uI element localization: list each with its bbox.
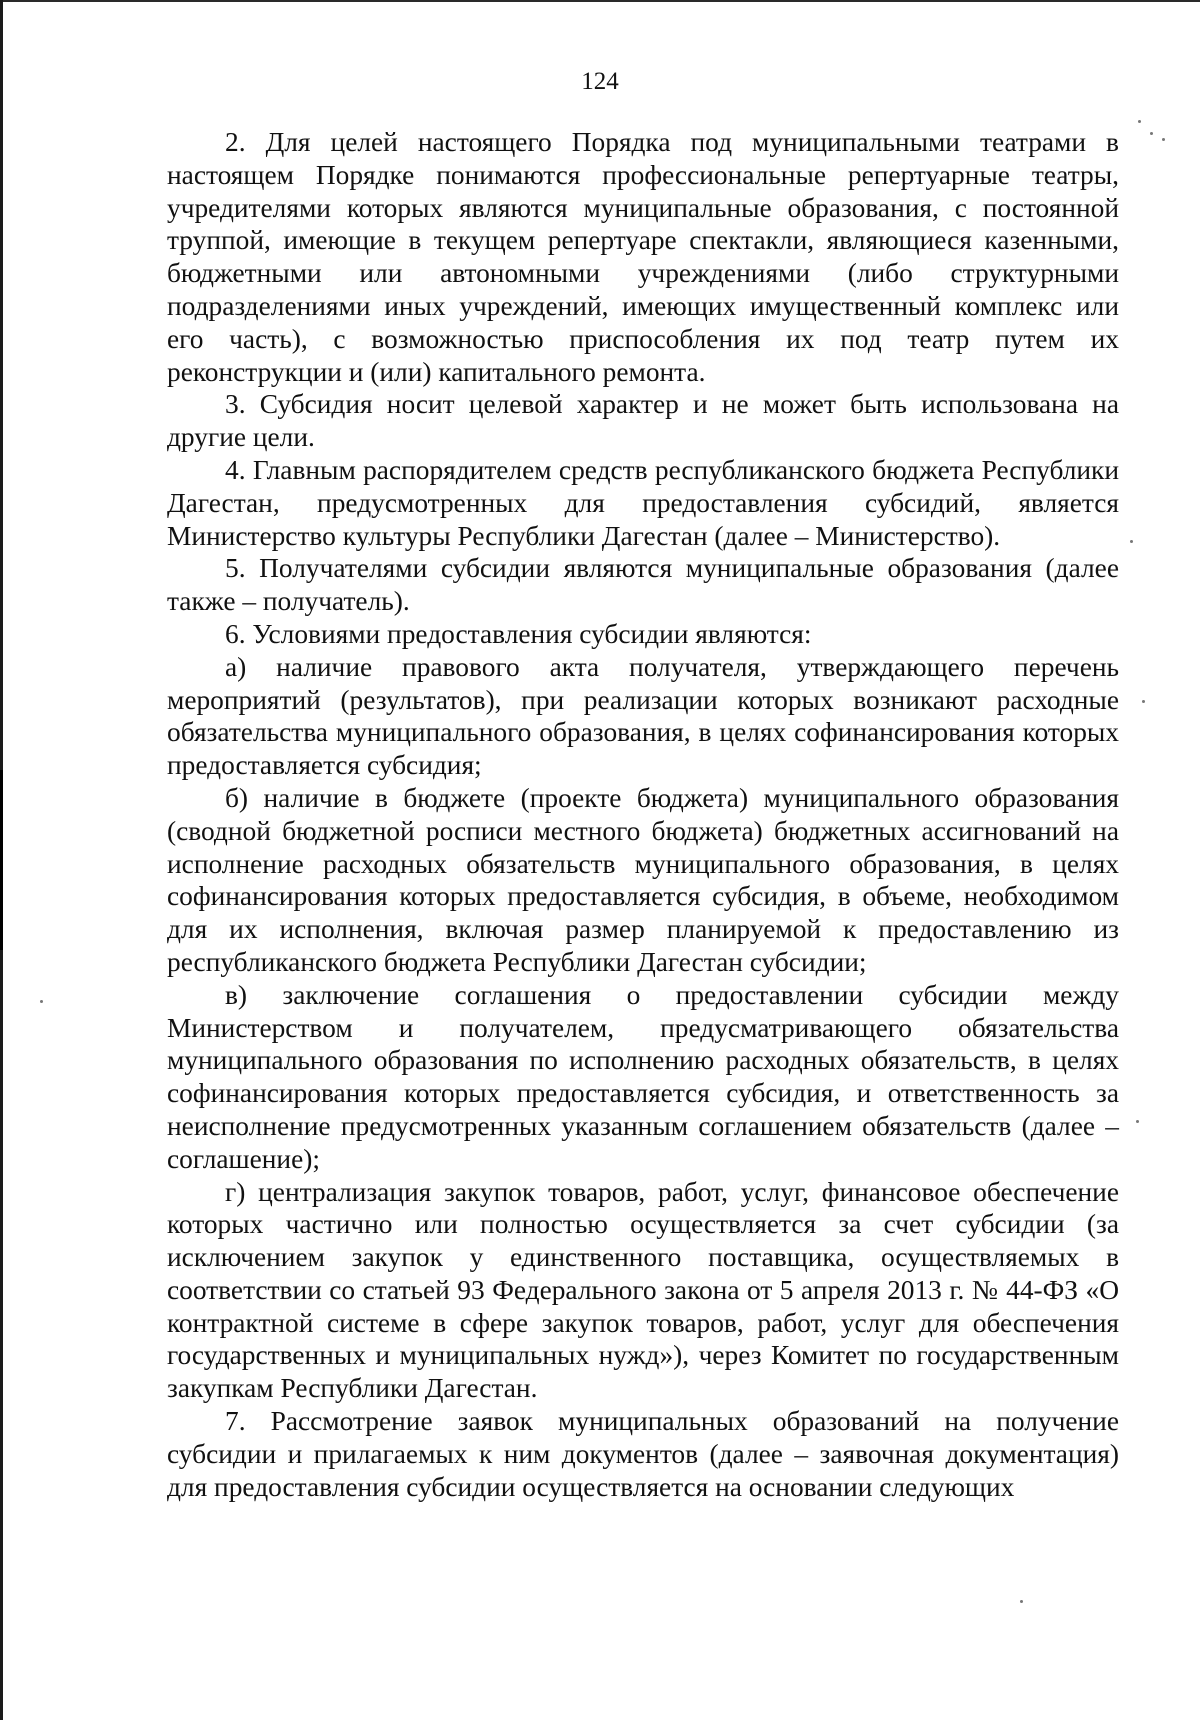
scan-speck [1136,1120,1139,1123]
paragraph-4: 4. Главным распорядителем средств республиканского бюджета Республики Дагестан, предусмотренных для предоставления субсидий, является Министерство культуры Республики Дагестан (далее – Министерство). [167,454,1119,551]
paragraph-2: 2. Для целей настоящего Порядка под муниципальными театрами в настоящем Порядке понимаются профессиональные репертуарные театры, учредителями которых являются муниципальные образования, с постоянной труппой, имеющие в текущем репертуаре спектакли, являющиеся казенными, бюджетными или автономными учреждениями (либо структурными подразделениями иных учреждений, имеющих имущественный комплекс или его часть), с возможностью приспособления их под театр путем их реконструкции и (или) капитального ремонта. [167,127,1119,387]
scan-edge-top [0,0,1200,2]
paragraph-6: 6. Условиями предоставления субсидии являются: [225,618,812,649]
scan-speck [1138,120,1141,123]
scan-speck [40,1000,43,1003]
paragraph-5: 5. Получателями субсидии являются муниципальные образования (далее также – получатель). [167,553,1119,617]
scan-edge-mark [0,770,3,950]
scan-speck [1130,540,1133,543]
page-number: 124 [581,68,619,95]
paragraph-6v: в) заключение соглашения о предоставлении субсидии между Министерством и получателем, предусматривающего обязательства муниципального образования по исполнению расходных обязательств, в целях софинансирования которых предоставляется субсидия, и ответственность за неисполнение предусмотренных указанным соглашением обязательств (далее – соглашение); [167,979,1119,1174]
paragraph-3: 3. Субсидия носит целевой характер и не может быть использована на другие цели. [167,389,1119,453]
paragraph-7: 7. Рассмотрение заявок муниципальных образований на получение субсидии и прилагаемых к ним документов (далее – заявочная документация) для предоставления субсидии осуществляется на основании следующих [167,1406,1119,1502]
scan-speck [1150,132,1153,135]
document-body [167,126,1119,1503]
paragraph-6g: г) централизация закупок товаров, работ, услуг, финансовое обеспечение которых частично или полностью осуществляется за счет субсидии (за исключением закупок у единственного поставщика, осуществляемых в соответствии со статьей 93 Федерального закона от 5 апреля 2013 г. № 44-ФЗ «О контрактной системе в сфере закупок товаров, работ, услуг для обеспечения государственных и муниципальных нужд»), через Комитет по государственным закупкам Республики Дагестан. [167,1176,1119,1404]
scan-speck [1142,700,1145,703]
paragraph-6a: а) наличие правового акта получателя, утверждающего перечень мероприятий (результатов), при реализации которых возникают расходные обязательства муниципального образования, в целях софинансирования которых предоставляется субсидия; [167,651,1119,781]
scan-speck [1162,138,1165,141]
scan-speck [1020,1600,1023,1603]
paragraph-6b: б) наличие в бюджете (проекте бюджета) муниципального образования (сводной бюджетной росписи местного бюджета) бюджетных ассигнований на исполнение расходных обязательств муниципального образования, в целях софинансирования которых предоставляется субсидия, в объеме, необходимом для их исполнения, включая размер планируемой к предоставлению из республиканского бюджета Республики Дагестан субсидии; [167,782,1119,977]
